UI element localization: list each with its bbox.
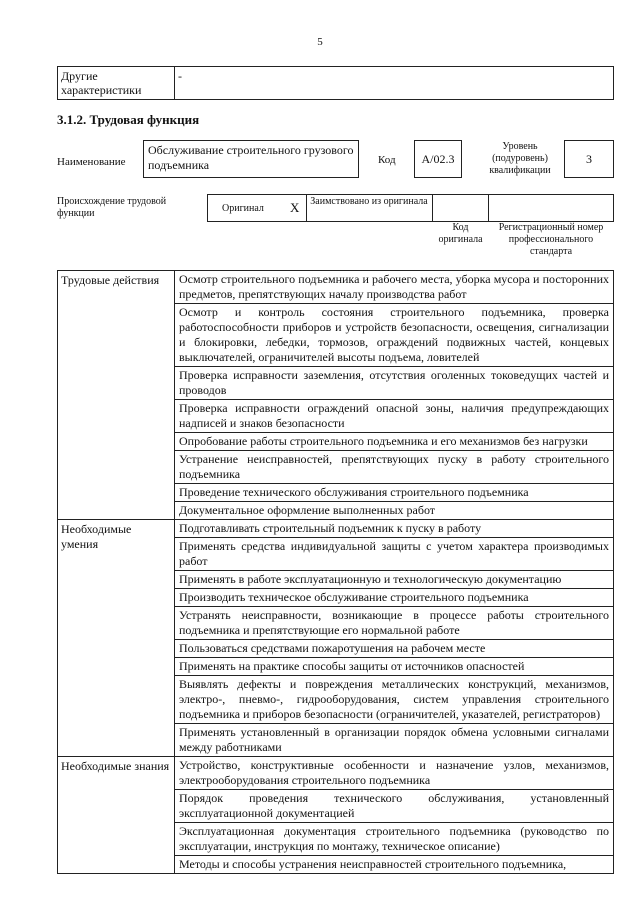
section-item: Устранять неисправности, возникающие в процессе работы строительного подъемника и препятствующие его нормальной работе [175, 607, 614, 640]
other-characteristics-table [57, 66, 614, 100]
origin-borrowed-label: Заимствовано из оригинала [310, 196, 428, 207]
section-item: Осмотр и контроль состояния строительного подъемника, проверка работоспособности приборов и устройств безопасности, освещения, сигнализации и блокировки, лебедки, тормозов, ограждений подвижных частей, концевых выключателей, ограничителей высоты подъема, ловителей [175, 304, 614, 367]
origin-reg-caption: Регистрационный номер профессионального стандарта [498, 222, 604, 257]
section-category: Трудовые действия [58, 271, 175, 520]
section-item: Подготавливать строительный подъемник к пуску в работу [175, 520, 614, 538]
other-characteristics-label: Другие характеристики [58, 67, 175, 100]
section-item: Документальное оформление выполненных работ [175, 502, 614, 520]
code-label: Код [378, 154, 396, 166]
level-label: Уровень (подуровень) квалификации [489, 141, 551, 176]
origin-original-label: Оригинал [222, 203, 264, 214]
table-row [58, 757, 614, 790]
table-row [58, 520, 614, 538]
origin-original-box [207, 194, 307, 222]
section-item: Проверка исправности заземления, отсутствия оголенных токоведущих частей и проводов [175, 367, 614, 400]
section-item: Устранение неисправностей, препятствующих пуску в работу строительного подъемника [175, 451, 614, 484]
section-category: Необходимые знания [58, 757, 175, 874]
origin-code-caption: Код оригинала [438, 222, 483, 245]
origin-code-box [432, 194, 489, 222]
section-item: Осмотр строительного подъемника и рабочего места, уборка мусора и посторонних предметов, препятствующих началу производства работ [175, 271, 614, 304]
table-row [58, 271, 614, 304]
section-item: Выявлять дефекты и повреждения металлических конструкций, механизмов, электро-, пневмо-, гидрооборудования, систем управления строительного подъемника и приборов безопасности (ограничителей, указателей, регистраторов) [175, 676, 614, 724]
origin-reg-box [488, 194, 614, 222]
section-item: Методы и способы устранения неисправностей строительного подъемника, [175, 856, 614, 874]
code-value: А/02.3 [414, 140, 462, 178]
section-item: Применять установленный в организации порядок обмена условными сигналами между работниками [175, 724, 614, 757]
section-item: Проведение технического обслуживания строительного подъемника [175, 484, 614, 502]
section-item: Эксплуатационная документация строительного подъемника (руководство по эксплуатации, инструкция по монтажу, техническое описание) [175, 823, 614, 856]
section-item: Устройство, конструктивные особенности и назначение узлов, механизмов, электрооборудования строительного подъемника [175, 757, 614, 790]
section-category: Необходимые умения [58, 520, 175, 757]
section-item: Применять средства индивидуальной защиты с учетом характера производимых работ [175, 538, 614, 571]
section-item: Применять в работе эксплуатационную и технологическую документацию [175, 571, 614, 589]
section-title: 3.1.2. Трудовая функция [57, 112, 200, 127]
level-value: 3 [564, 140, 614, 178]
section-item: Порядок проведения технического обслуживания, установленный эксплуатационной документацией [175, 790, 614, 823]
page-number: 5 [317, 36, 323, 48]
origin-label: Происхождение трудовой функции [57, 196, 167, 219]
origin-borrowed-box [306, 194, 433, 222]
section-item: Проверка исправности ограждений опасной зоны, наличия предупреждающих надписей и знаков безопасности [175, 400, 614, 433]
other-characteristics-value: - [175, 67, 614, 100]
section-item: Применять на практике способы защиты от источников опасностей [175, 658, 614, 676]
section-item: Пользоваться средствами пожаротушения на рабочем месте [175, 640, 614, 658]
origin-original-mark: X [290, 200, 300, 215]
name-value: Обслуживание строительного грузового подъемника [143, 140, 359, 178]
function-details-table [57, 270, 614, 874]
section-item: Производить техническое обслуживание строительного подъемника [175, 589, 614, 607]
section-item: Опробование работы строительного подъемника и его механизмов без нагрузки [175, 433, 614, 451]
name-label: Наименование [57, 156, 126, 168]
